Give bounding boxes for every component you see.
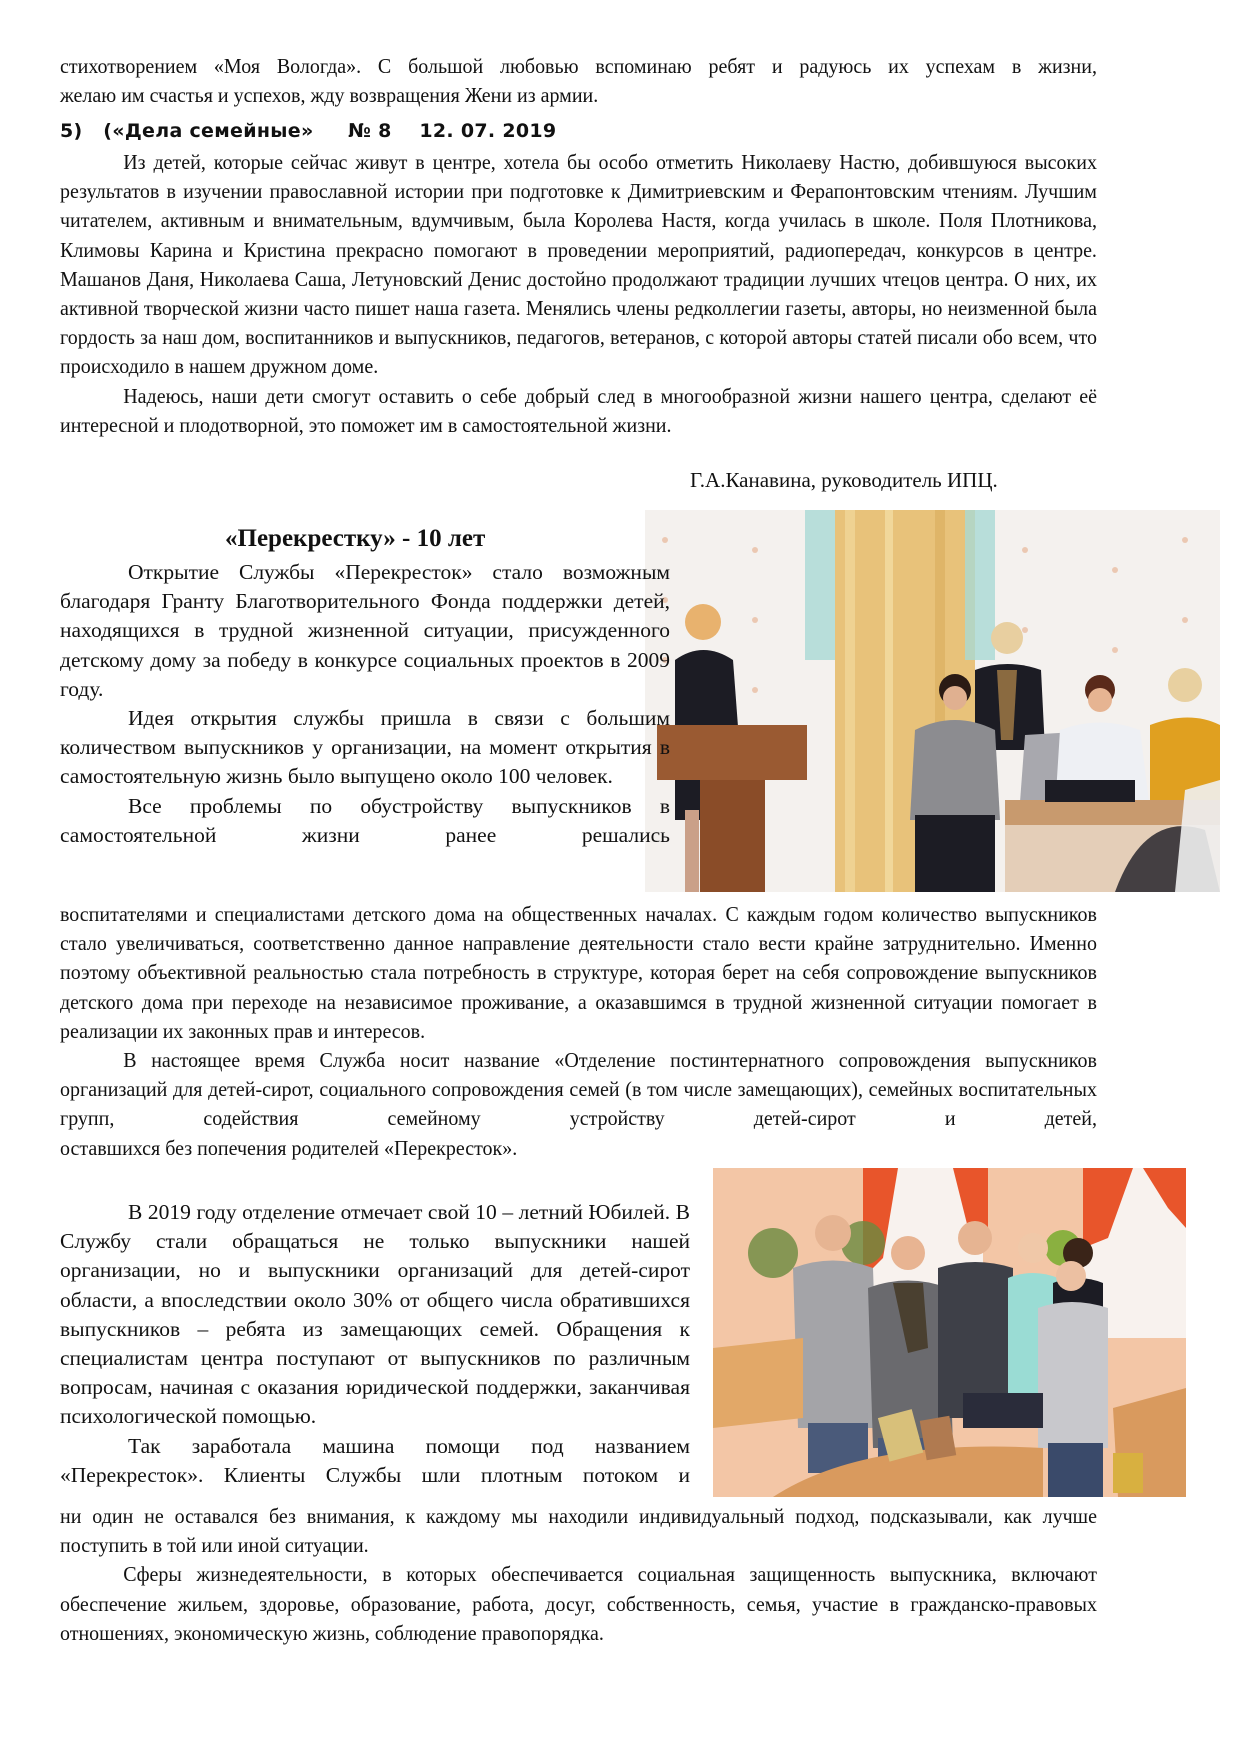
section5-paragraph-2: Надеюсь, наши дети смогут оставить о себе добрый след в многообразной жизни нашего центра, сделают её интересной и плодотворной, это поможет им в самостоятельной жизни. [60, 383, 1097, 437]
article-paragraph-4: В настоящее время Служба носит название «Отделение постинтернатного сопровождения выпускников организаций для детей-сирот, социального сопровождения семей (в том числе замещающих), семейных воспитательных групп, содействия семейному устройству детей-сирот и детей, [60, 1048, 1097, 1131]
article-column-2 [60, 1198, 690, 1490]
photo-presentation [645, 510, 1220, 892]
article-paragraph-7: Сферы жизнедеятельности, в которых обеспечивается социальная защищенность выпускника, включают обеспечение жильем, здоровье, образование, работа, досуг, собственность, семья, участие в гражданско-правовых отношениях, экономическую жизнь, соблюдение правопорядка. [60, 1562, 1097, 1645]
section5-paragraph-1: Из детей, которые сейчас живут в центре, хотела бы особо отметить Николаеву Настю, добившуюся высоких результатов в изучении православной истории при подготовке к Димитриевским и Ферапонтовским чтениям. Лучшим читателем, активным и внимательным, вдумчивым, была Королева Настя, когда училась в школе. Поля Плотникова, Климовы Карина и Кристина прекрасно помогают в проведении мероприятий, радиопередач, конкурсов в центре. Машанов Даня, Николаева Саша, Летуновский Денис достойно продолжают традиции лучших чтецов центра. О них, их активной творческой жизни часто пишет наша газета. Менялись члены редколлегии газеты, авторы, но неизменной была гордость за наш дом, воспитанников и выпускников, педагогов, ветеранов, с которой авторы статей писали обо всем, что происходило в нашем дружном доме. [60, 150, 1097, 379]
section-header [60, 120, 556, 142]
article-paragraph-6-start: Так заработала машина помощи под названием «Перекресток». Клиенты Службы шли плотным потоком и [60, 1433, 690, 1487]
intro-line-1: стихотворением «Моя Вологда». С большой любовью вспоминаю ребят и радуюсь их успехам в жизни, [60, 54, 1097, 78]
photo-presentation-image [645, 510, 1220, 892]
article-paragraph-6-rest: ни один не оставался без внимания, к каждому мы находили индивидуальный подход, подсказывали, как лучше поступить в той или иной ситуации. [60, 1504, 1097, 1558]
article-paragraph-5: В 2019 году отделение отмечает свой 10 – летний Юбилей. В Службу стали обращаться не только выпускники нашей организации, но и выпускники организаций для детей-сирот области, а впоследствии около 30% от общего числа обратившихся выпускников – ребята из замещающих семей. Обращения к специалистам центра поступают от выпускников по различным вопросам, начиная с оказания юридической поддержки, заканчивая психологической помощью. [60, 1200, 690, 1429]
section-date: 12. 07. 2019 [419, 120, 557, 142]
article-column-1 [60, 558, 670, 850]
article-title: «Перекрестку» - 10 лет [225, 525, 486, 552]
section-issue: № 8 [348, 120, 392, 142]
article-fullwidth-2 [60, 1502, 1097, 1648]
intro-line-2: желаю им счастья и успехов, жду возвращения Жени из армии. [60, 83, 599, 108]
article-paragraph-3-start: Все проблемы по обустройству выпускников в самостоятельной жизни ранее решались [60, 793, 670, 847]
photo-group [713, 1168, 1186, 1497]
article-paragraph-2: Идея открытия службы пришла в связи с большим количеством выпускников у организации, на момент открытия в самостоятельную жизнь было выпущено около 100 человек. [60, 706, 670, 789]
article-paragraph-1: Открытие Службы «Перекресток» стало возможным благодаря Гранту Благотворительного Фонда поддержки детей, находящихся в трудной жизненной ситуации, присужденного детскому дому за победу в конкурсе социальных проектов в 2009 году. [60, 560, 670, 701]
intro-text [60, 52, 1097, 110]
article-fullwidth-1 [60, 900, 1097, 1163]
section-number: 5) [60, 120, 83, 142]
article-paragraph-4-last: оставшихся без попечения родителей «Перекресток». [60, 1135, 518, 1160]
photo-group-image [713, 1168, 1186, 1497]
signature: Г.А.Канавина, руководитель ИПЦ. [690, 468, 998, 492]
section5-body [60, 148, 1097, 440]
article-paragraph-3-rest: воспитателями и специалистами детского дома на общественных началах. С каждым годом количество выпускников стало увеличиваться, соответственно данное направление деятельности стало вести крайне затруднительно. Именно поэтому объективной реальностью стала потребность в структуре, которая берет на себя сопровождение выпускников детского дома при переходе на независимое проживание, а оказавшимся в трудной жизненной ситуации помогает в реализации их законных прав и интересов. [60, 902, 1097, 1043]
section-publication: («Дела семейные» [103, 120, 314, 142]
